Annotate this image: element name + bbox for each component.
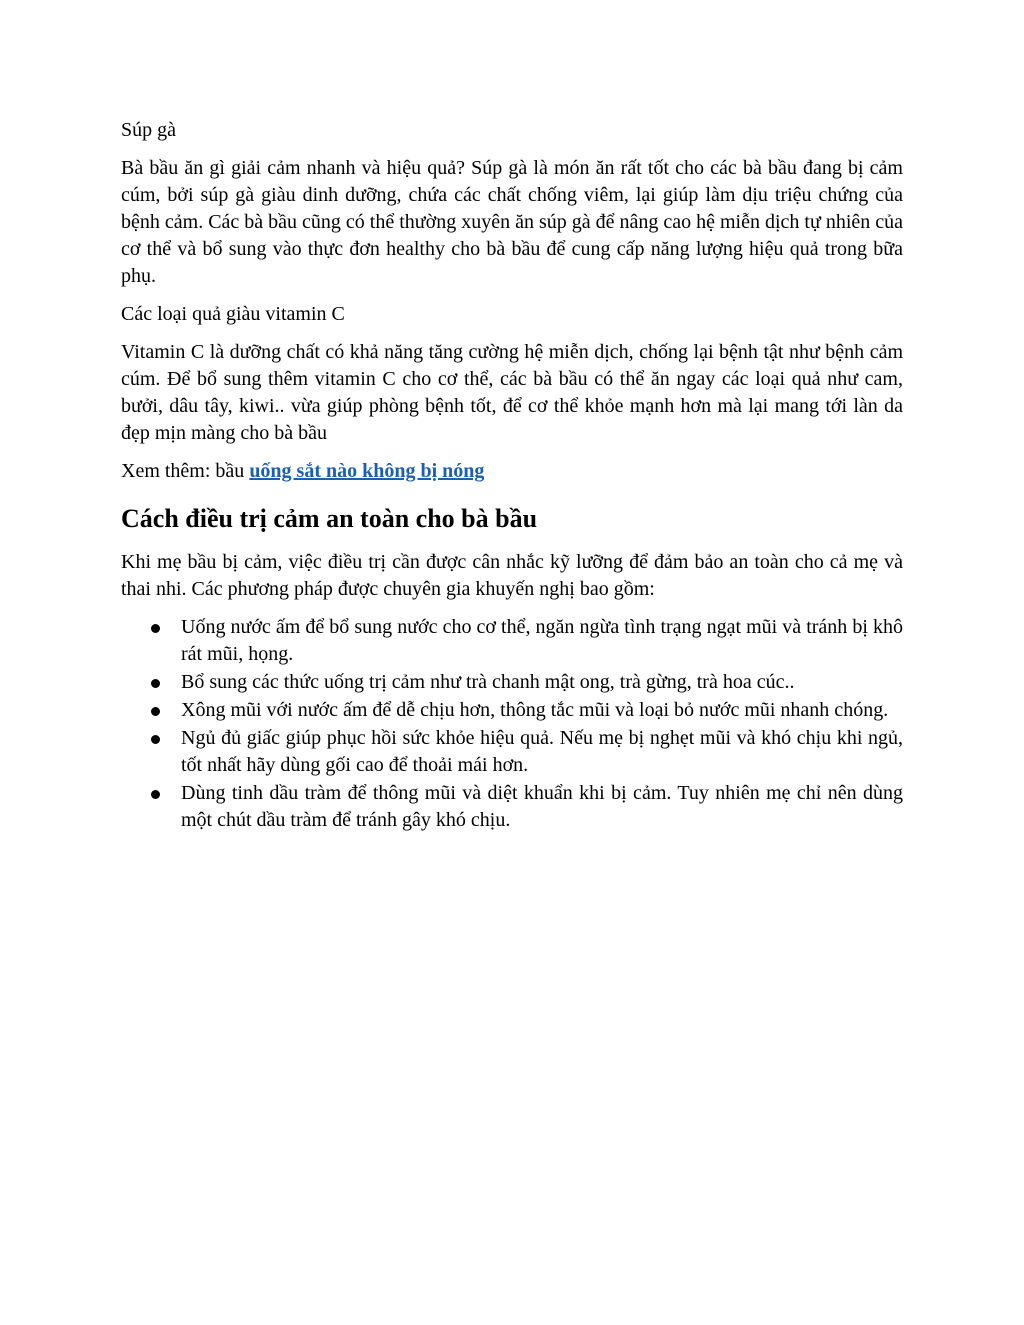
list-item bbox=[121, 669, 903, 696]
list-item-text: Ngủ đủ giấc giúp phục hồi sức khỏe hiệu quả. Nếu mẹ bị nghẹt mũi và khó chịu khi ngủ, tốt nhất hãy dùng gối cao để thoải mái hơn. bbox=[181, 727, 903, 776]
bullet-icon bbox=[151, 790, 160, 799]
section-body-vitamin-c: Vitamin C là dưỡng chất có khả năng tăng cường hệ miễn dịch, chống lại bệnh tật như bệnh cảm cúm. Để bổ sung thêm vitamin C cho cơ thể, các bà bầu có thể ăn ngay các loại quả như cam, bưởi, dâu tây, kiwi.. vừa giúp phòng bệnh tốt, để cơ thể khỏe mạnh hơn mà lại mang tới làn da đẹp mịn màng cho bà bầu bbox=[121, 341, 903, 444]
section-subtitle-vitamin-c: Các loại quả giàu vitamin C bbox=[121, 303, 345, 325]
treatment-list bbox=[121, 614, 903, 834]
list-item-text: Xông mũi với nước ấm để dễ chịu hơn, thông tắc mũi và loại bỏ nước mũi nhanh chóng. bbox=[181, 699, 889, 721]
see-more-link[interactable]: uống sắt nào không bị nóng bbox=[249, 460, 485, 482]
see-more-prefix: Xem thêm: bầu bbox=[121, 460, 250, 482]
see-more-line bbox=[121, 458, 903, 485]
treatment-heading: Cách điều trị cảm an toàn cho bà bầu bbox=[121, 504, 538, 533]
list-item bbox=[121, 780, 903, 834]
bullet-icon bbox=[151, 707, 160, 716]
list-item-text: Bổ sung các thức uống trị cảm như trà chanh mật ong, trà gừng, trà hoa cúc.. bbox=[181, 671, 795, 693]
section-subtitle-chicken-soup: Súp gà bbox=[121, 119, 176, 141]
bullet-icon bbox=[151, 624, 160, 633]
bullet-icon bbox=[151, 679, 160, 688]
list-item-text: Uống nước ấm để bổ sung nước cho cơ thể, ngăn ngừa tình trạng ngạt mũi và tránh bị khô rát mũi, họng. bbox=[181, 616, 903, 665]
list-item bbox=[121, 725, 903, 779]
section-body-chicken-soup: Bà bầu ăn gì giải cảm nhanh và hiệu quả? Súp gà là món ăn rất tốt cho các bà bầu đang bị cảm cúm, bởi súp gà giàu dinh dưỡng, chứa các chất chống viêm, lại giúp làm dịu triệu chứng của bệnh cảm. Các bà bầu cũng có thể thường xuyên ăn súp gà để nâng cao hệ miễn dịch tự nhiên của cơ thể và bổ sung vào thực đơn healthy cho bà bầu để cung cấp năng lượng hiệu quả trong bữa phụ. bbox=[121, 157, 904, 287]
list-item bbox=[121, 614, 903, 668]
bullet-icon bbox=[151, 735, 160, 744]
list-item-text: Dùng tinh dầu tràm để thông mũi và diệt khuẩn khi bị cảm. Tuy nhiên mẹ chỉ nên dùng một chút dầu tràm để tránh gây khó chịu. bbox=[181, 782, 903, 831]
list-item bbox=[121, 697, 903, 724]
document-page bbox=[121, 117, 903, 835]
treatment-intro: Khi mẹ bầu bị cảm, việc điều trị cần được cân nhắc kỹ lưỡng để đảm bảo an toàn cho cả mẹ và thai nhi. Các phương pháp được chuyên gia khuyến nghị bao gồm: bbox=[121, 551, 903, 600]
